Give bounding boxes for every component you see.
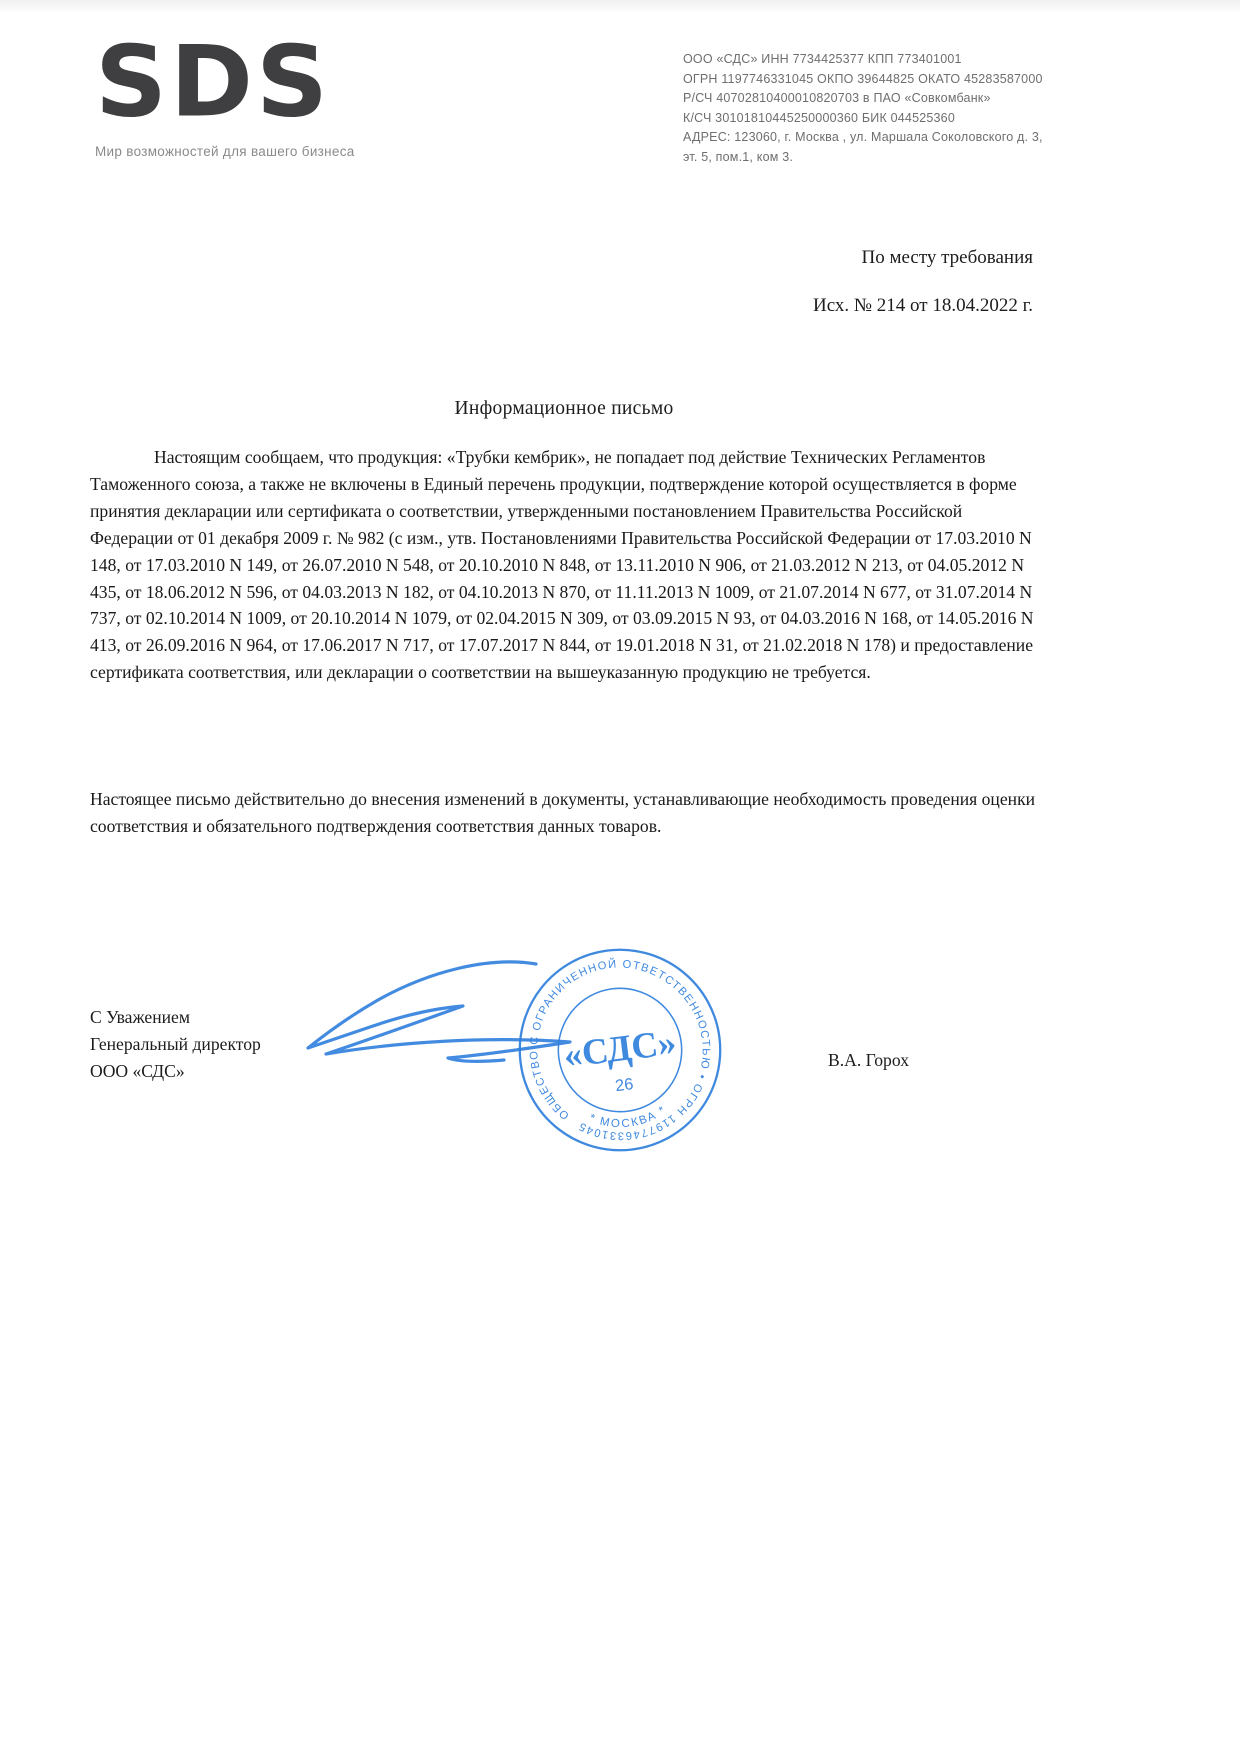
company-detail-line: АДРЕС: 123060, г. Москва , ул. Маршала Соколовского д. 3,: [683, 130, 1043, 144]
stamp-center-text: «СДС»: [561, 1020, 679, 1076]
company-detail-line: К/СЧ 30101810445250000360 БИК 044525360: [683, 110, 955, 125]
body-paragraph-1: Настоящим сообщаем, что продукция: «Трубки кембрик», не попадает под действие Технических Регламентов Таможенного союза, а также не включены в Единый перечень продукции, подтверждение которой осуществляется в форме принятия декларации или сертификата о соответствии, утвержденными постановлением Правительства Российской Федерации от 01 декабря 2009 г. № 982 (с изм., утв. Постановлениями Правительства Российской Федерации от 17.03.2010 N 148, от 17.03.2010 N 149, от 26.07.2010 N 548, от 20.10.2010 N 848, от 13.11.2010 N 906, от 21.03.2012 N 213, от 04.05.2012 N 435, от 18.06.2012 N 596, от 04.03.2013 N 182, от 04.10.2013 N 870, от 11.11.2013 N 1009, от 21.07.2014 N 677, от 31.07.2014 N 737, от 02.10.2014 N 1009, от 20.10.2014 N 1079, от 02.04.2015 N 309, от 03.09.2015 N 93, от 04.03.2016 N 168, от 14.05.2016 N 413, от 26.09.2016 N 964, от 17.06.2017 N 717, от 17.07.2017 N 844, от 19.01.2018 N 31, от 21.02.2018 N 178) и предоставление сертификата соответствия, или декларации о соответствии на вышеуказанную продукцию не требуется.: [90, 447, 1034, 683]
letter-meta: [813, 246, 1033, 317]
company-detail-line: ООО «СДС» ИНН 7734425377 КПП 773401001: [683, 52, 962, 66]
outgoing-reference: Исх. № 214 от 18.04.2022 г.: [813, 295, 1033, 316]
logo-tagline: Мир возможностей для вашего бизнеса: [95, 144, 355, 159]
company-detail-line: Р/СЧ 40702810400010820703 в ПАО «Совкомбанк»: [683, 91, 991, 105]
company-detail-line: ОГРН 1197746331045 ОКПО 39644825 ОКАТО 45283587000: [683, 71, 1043, 86]
closing-block: [90, 1004, 261, 1085]
scan-artifact-shade: [0, 0, 1240, 14]
letterhead-logo-block: [95, 24, 355, 159]
signature-stroke: [308, 962, 570, 1061]
signer-name: В.А. Горох: [828, 1050, 910, 1070]
company-detail-line: эт. 5, пом.1, ком 3.: [683, 149, 794, 164]
company-logo: SDS: [95, 24, 332, 139]
letter-title: Информационное письмо: [454, 398, 674, 419]
recipient-line: По месту требования: [861, 247, 1033, 268]
signature-scribble: [278, 950, 598, 1100]
closing-line-company: ООО «СДС»: [90, 1061, 185, 1081]
body-paragraph-2: Настоящее письмо действительно до внесения изменений в документы, устанавливающие необходимость проведения оценки соответствия и обязательного подтверждения соответствия данных товаров.: [90, 789, 1036, 836]
closing-line-regards: С Уважением: [90, 1007, 190, 1027]
stamp-number: 26: [614, 1075, 635, 1096]
stamp-moscow-textpath: * МОСКВА *: [587, 1103, 670, 1131]
company-details-block: [683, 50, 1043, 167]
closing-line-position: Генеральный директор: [90, 1034, 261, 1054]
stamp-ring-textpath: ОБЩЕСТВО С ОГРАНИЧЕННОЙ ОТВЕТСТВЕННОСТЬЮ • ОГРН 1197746331045: [528, 958, 712, 1142]
